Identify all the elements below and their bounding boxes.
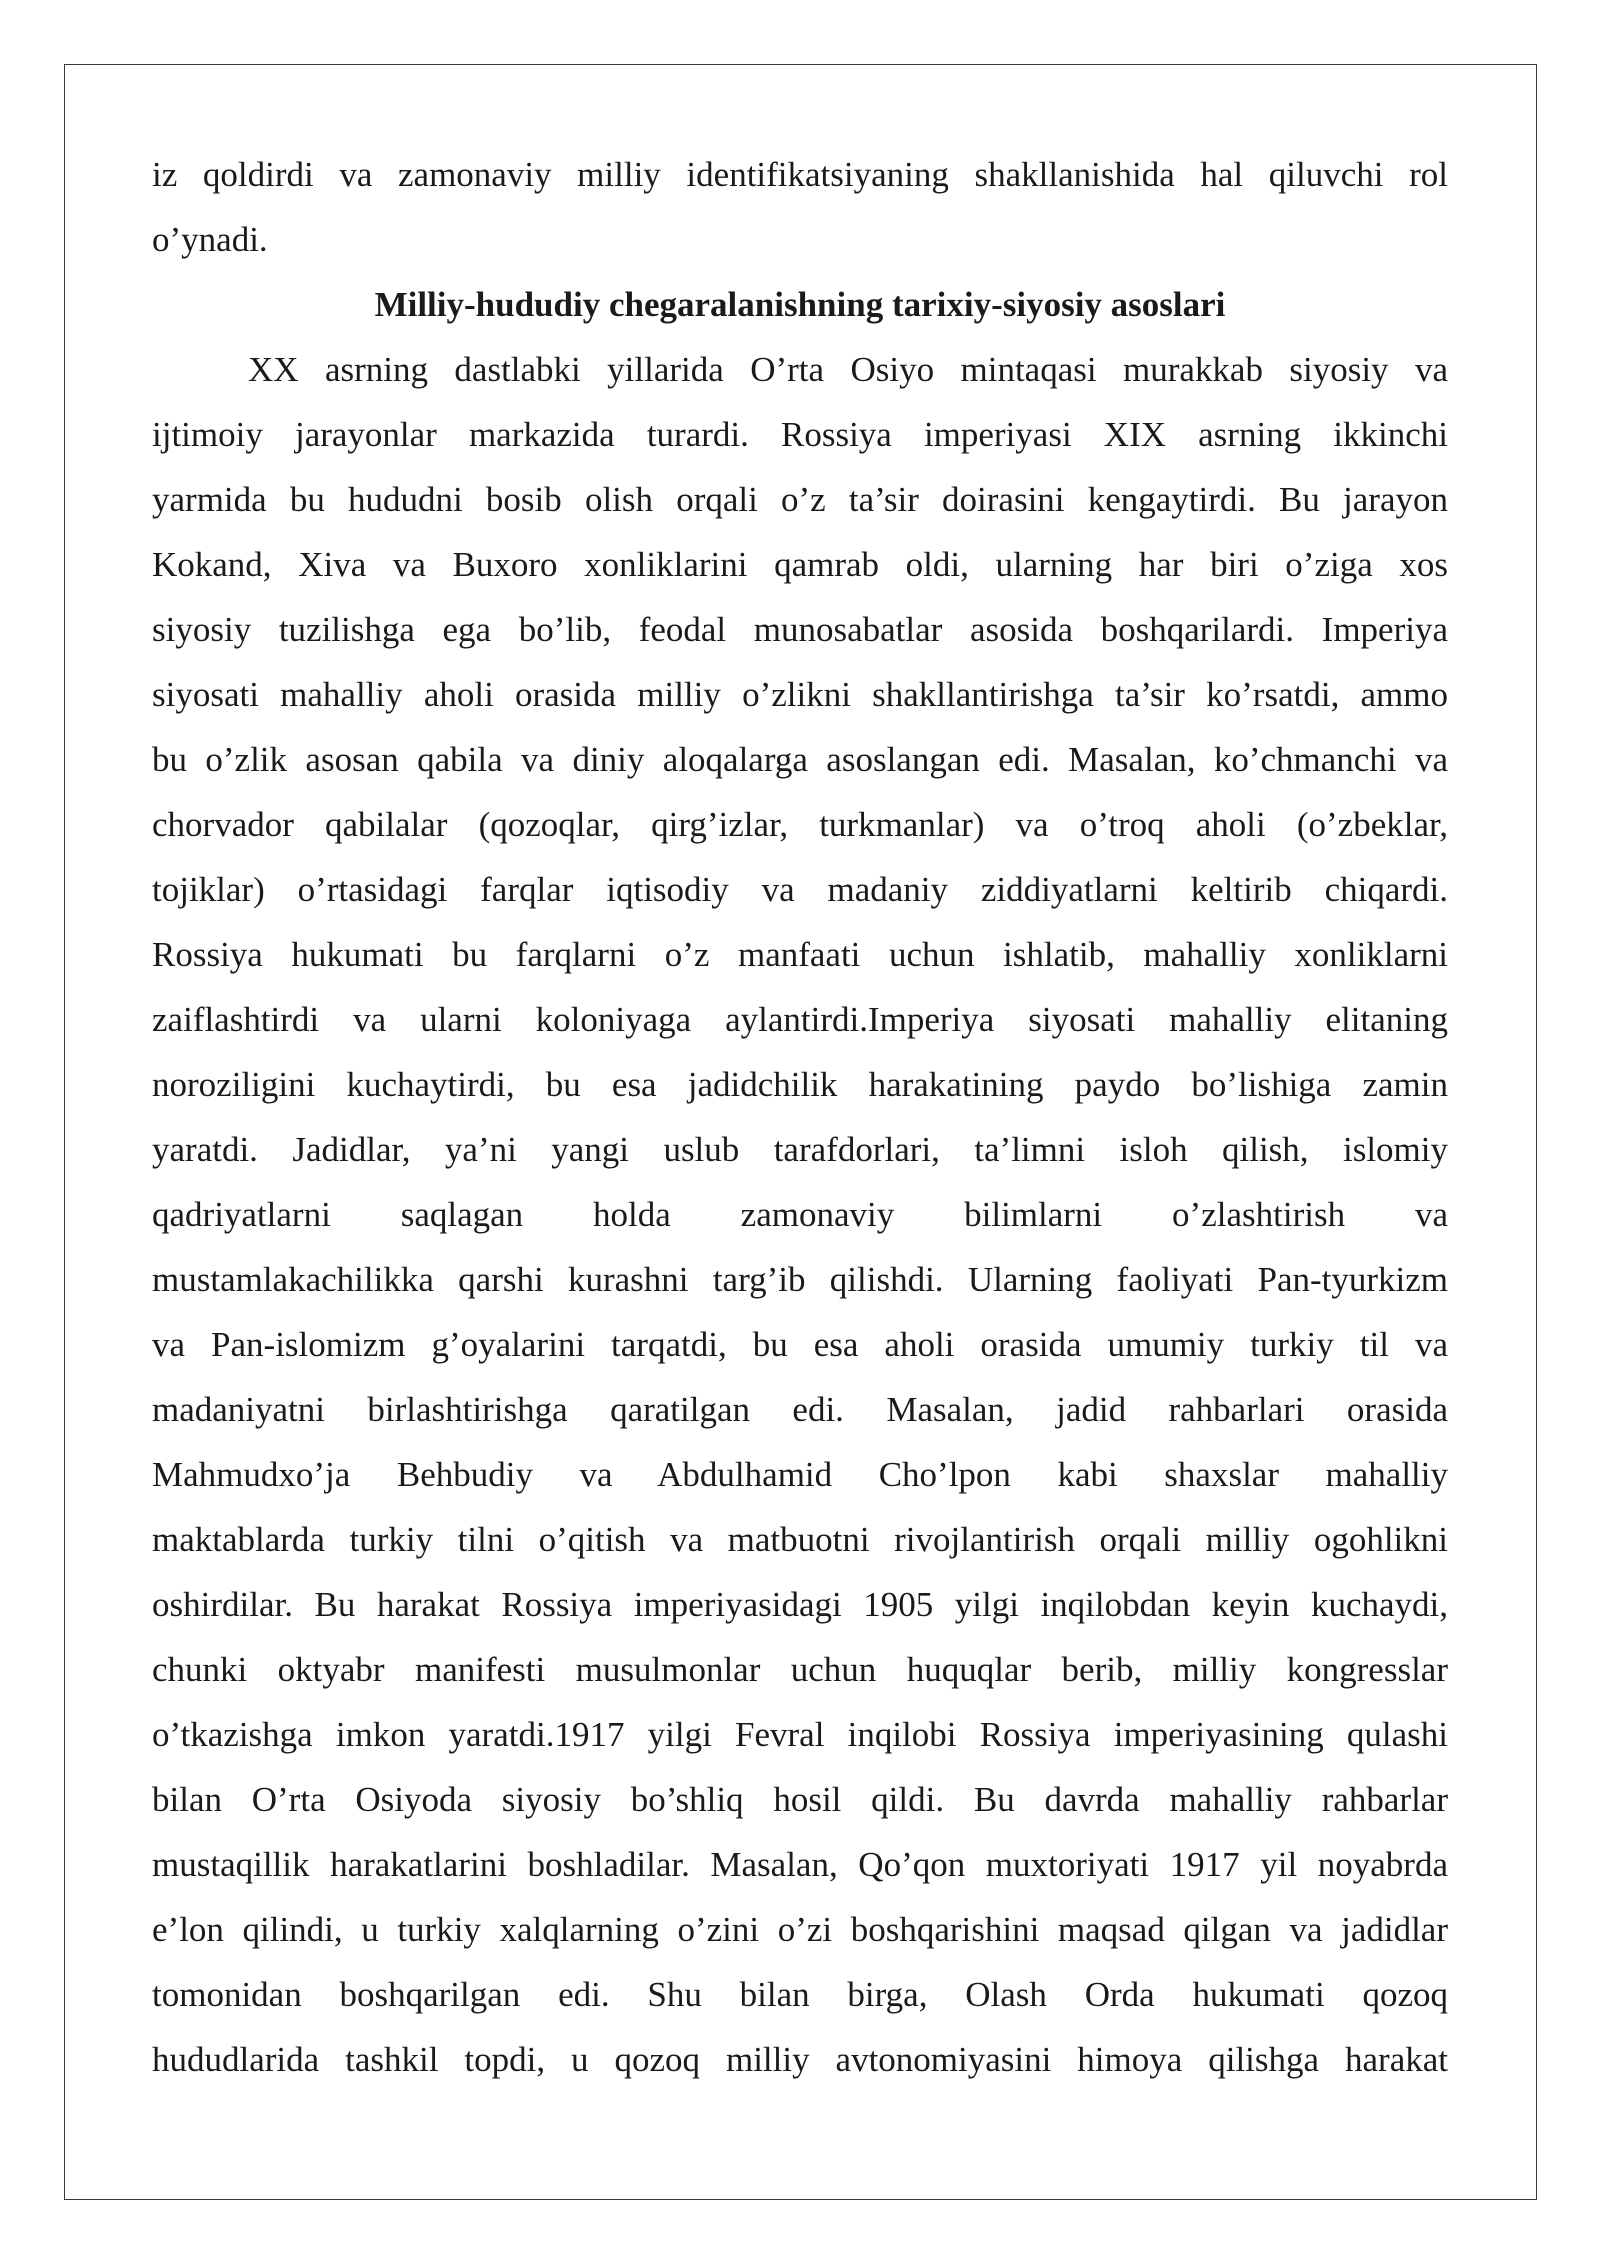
section-heading: Milliy-hududiy chegaralanishning tarixiy-siyosiy asoslari xyxy=(374,285,1226,324)
text-line: va Pan-islomizm g’oyalarini tarqatdi, bu esa aholi orasida umumiy turkiy til va xyxy=(152,1325,1448,1364)
paragraph-first-line: XX asrning dastlabki yillarida O’rta Osiyo mintaqasi murakkab siyosiy va xyxy=(248,350,1448,389)
text-line: chunki oktyabr manifesti musulmonlar uchun huquqlar berib, milliy kongresslar xyxy=(152,1650,1448,1689)
text-line: yaratdi. Jadidlar, ya’ni yangi uslub tarafdorlari, ta’limni isloh qilish, islomiy xyxy=(152,1130,1448,1169)
text-line: mustaqillik harakatlarini boshladilar. Masalan, Qo’qon muxtoriyati 1917 yil noyabrda xyxy=(152,1845,1448,1884)
text-line: chorvador qabilalar (qozoqlar, qirg’izlar, turkmanlar) va o’troq aholi (o’zbeklar, xyxy=(152,805,1448,844)
text-line: o’ynadi. xyxy=(152,220,268,259)
text-line: madaniyatni birlashtirishga qaratilgan edi. Masalan, jadid rahbarlari orasida xyxy=(152,1390,1448,1429)
text-line: siyosati mahalliy aholi orasida milliy o’zlikni shakllantirishga ta’sir ko’rsatdi, ammo xyxy=(152,675,1448,714)
text-line: Mahmudxo’ja Behbudiy va Abdulhamid Cho’lpon kabi shaxslar mahalliy xyxy=(152,1455,1448,1494)
text-line: tomonidan boshqarilgan edi. Shu bilan birga, Olash Orda hukumati qozoq xyxy=(152,1975,1448,2014)
text-line: tojiklar) o’rtasidagi farqlar iqtisodiy va madaniy ziddiyatlarni keltirib chiqardi. xyxy=(152,870,1448,909)
text-line: e’lon qilindi, u turkiy xalqlarning o’zini o’zi boshqarishini maqsad qilgan va jadidlar xyxy=(152,1910,1448,1949)
text-line: noroziligini kuchaytirdi, bu esa jadidchilik harakatining paydo bo’lishiga zamin xyxy=(152,1065,1448,1104)
text-line: yarmida bu hududni bosib olish orqali o’z ta’sir doirasini kengaytirdi. Bu jarayon xyxy=(152,480,1448,519)
text-line: Kokand, Xiva va Buxoro xonliklarini qamrab oldi, ularning har biri o’ziga xos xyxy=(152,545,1448,584)
document-body xyxy=(152,142,1448,2092)
text-line: oshirdilar. Bu harakat Rossiya imperiyasidagi 1905 yilgi inqilobdan keyin kuchaydi, xyxy=(152,1585,1448,1624)
text-line: maktablarda turkiy tilni o’qitish va matbuotni rivojlantirish orqali milliy ogohlikni xyxy=(152,1520,1448,1559)
text-line: bilan O’rta Osiyoda siyosiy bo’shliq hosil qildi. Bu davrda mahalliy rahbarlar xyxy=(152,1780,1448,1819)
text-line: qadriyatlarni saqlagan holda zamonaviy bilimlarni o’zlashtirish va xyxy=(152,1195,1448,1234)
text-line: bu o’zlik asosan qabila va diniy aloqalarga asoslangan edi. Masalan, ko’chmanchi va xyxy=(152,740,1448,779)
text-line: o’tkazishga imkon yaratdi.1917 yilgi Fevral inqilobi Rossiya imperiyasining qulashi xyxy=(152,1715,1448,1754)
text-line: hududlarida tashkil topdi, u qozoq milliy avtonomiyasini himoya qilishga harakat xyxy=(152,2040,1448,2079)
text-line: iz qoldirdi va zamonaviy milliy identifikatsiyaning shakllanishida hal qiluvchi rol xyxy=(152,155,1448,194)
text-line: Rossiya hukumati bu farqlarni o’z manfaati uchun ishlatib, mahalliy xonliklarni xyxy=(152,935,1448,974)
text-line: zaiflashtirdi va ularni koloniyaga aylantirdi.Imperiya siyosati mahalliy elitaning xyxy=(152,1000,1448,1039)
text-line: siyosiy tuzilishga ega bo’lib, feodal munosabatlar asosida boshqarilardi. Imperiya xyxy=(152,610,1448,649)
text-line: mustamlakachilikka qarshi kurashni targ’ib qilishdi. Ularning faoliyati Pan-tyurkizm xyxy=(152,1260,1448,1299)
text-line: ijtimoiy jarayonlar markazida turardi. Rossiya imperiyasi XIX asrning ikkinchi xyxy=(152,415,1448,454)
